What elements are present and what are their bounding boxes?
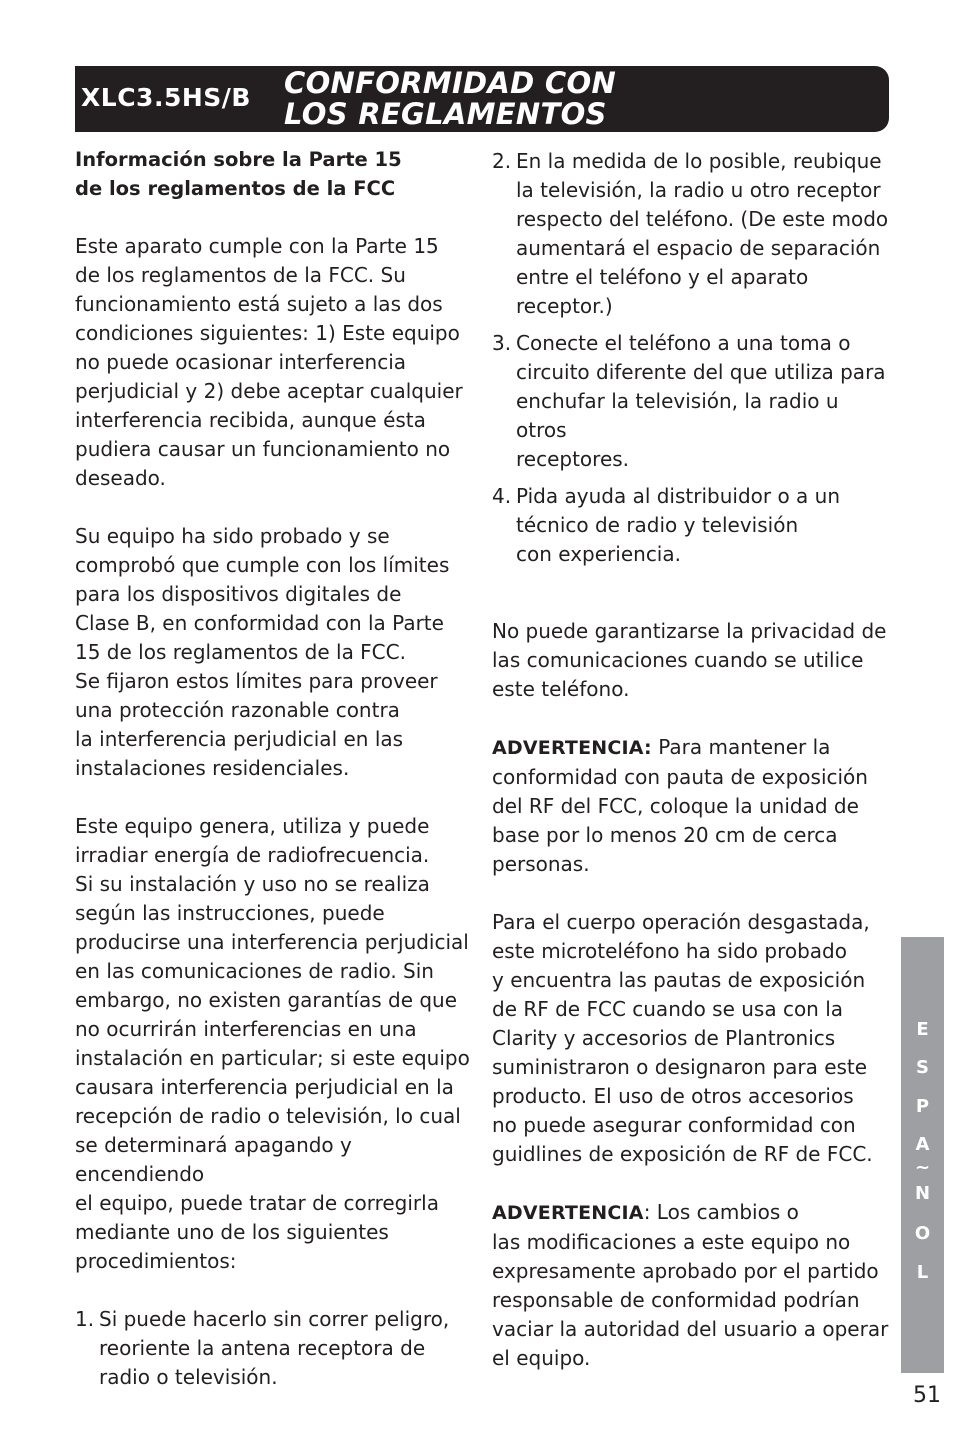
right-column <box>492 147 892 1373</box>
paragraph-class-b: Su equipo ha sido probado y se comprobó que cumple con los límites para los dispositivos digitales de Clase B, en conformidad con la Parte 15 de los reglamentos de la FCC. Se fijaron estos límites para proveer una protección razonable contra la interferencia perjudicial en las instalaciones residenciales. <box>75 524 450 780</box>
list-number: 3. <box>492 331 512 355</box>
list-item-1 <box>75 1305 475 1392</box>
tab-letter: L <box>916 1262 929 1283</box>
list-text: Si puede hacerlo sin correr peligro, reoriente la antena receptora de radio o televisión. <box>99 1307 450 1389</box>
heading-line: de los reglamentos de la FCC <box>75 177 396 200</box>
list-item-4 <box>492 482 892 569</box>
tab-letter: E <box>916 1019 929 1040</box>
page-title <box>284 68 616 130</box>
heading-line: Información sobre la Parte 15 <box>75 148 402 171</box>
warning-label: ADVERTENCIA: <box>492 737 652 759</box>
page-number: 51 <box>913 1383 941 1408</box>
paragraph-interference: Este equipo genera, utiliza y puede irradiar energía de radiofrecuencia. Si su instalación y uso no se realiza según las instrucciones, puede producirse una interferencia perjudicial en las comunicaciones de radio. Sin embargo, no existen garantías de que no ocurrirán interferencias en una instalación en particular; si este equipo causara interferencia perjudicial en la recepción de radio o televisión, lo cual se determinará apagando y encendiendo el equipo, puede tratar de corregirla mediante uno de los siguientes procedimientos: <box>75 814 470 1273</box>
header-bar <box>75 66 889 132</box>
tab-letter: P <box>915 1096 930 1117</box>
warning-text: : Los cambios o <box>643 1200 799 1224</box>
tab-letter: A <box>915 1134 930 1155</box>
language-tab <box>901 937 944 1373</box>
list-text: En la medida de lo posible, reubique la televisión, la radio u otro receptor respecto del teléfono. (De este modo aumentará el espacio de separación entre el teléfono y el aparato receptor.) <box>516 149 889 318</box>
left-column <box>75 145 475 1392</box>
paragraph-privacy: No puede garantizarse la privacidad de las comunicaciones cuando se utilice este teléfono. <box>492 619 887 701</box>
paragraph-compliance: Este aparato cumple con la Parte 15 de los reglamentos de la FCC. Su funcionamiento está sujeto a las dos condiciones siguientes: 1) Este equipo no puede ocasionar interferencia perjudicial y 2) debe aceptar cualquier interferencia recibida, aunque ésta pudiera causar un funcionamiento no deseado. <box>75 234 463 490</box>
title-line-2: LOS REGLAMENTOS <box>284 97 607 131</box>
tab-letter: S <box>916 1057 929 1078</box>
list-text: Conecte el teléfono a una toma o circuito diferente del que utiliza para enchufar la televisión, la radio u otros receptores. <box>516 331 886 471</box>
tab-letter: ~ <box>914 1157 931 1178</box>
warning-text: conformidad con pauta de exposición del RF del FCC, coloque la unidad de base por lo menos 20 cm de cerca personas. <box>492 765 868 876</box>
list-number: 4. <box>492 484 512 508</box>
list-text: Pida ayuda al distribuidor o a un técnico de radio y televisión con experiencia. <box>516 484 841 566</box>
paragraph-body-worn: Para el cuerpo operación desgastada, este microteléfono ha sido probado y encuentra las pautas de exposición de RF de FCC cuando se usa con la Clarity y accesorios de Plantronics suministraron o designaron para este producto. El uso de otros accesorios no puede asegurar conformidad con guidlines de exposición de RF de FCC. <box>492 910 873 1166</box>
paragraph-warning-changes <box>492 1198 892 1373</box>
warning-label: ADVERTENCIA <box>492 1202 644 1224</box>
list-number: 1. <box>75 1307 95 1331</box>
model-number: XLC3.5HS/B <box>81 83 251 112</box>
list-number: 2. <box>492 149 512 173</box>
warning-text: las modificaciones a este equipo no expresamente aprobado por el partido responsable de conformidad podrían vaciar la autoridad del usuario a operar el equipo. <box>492 1230 889 1370</box>
tab-letter: N <box>914 1183 931 1204</box>
list-item-2 <box>492 147 892 321</box>
section-heading <box>75 145 475 203</box>
paragraph-warning-rf <box>492 733 892 879</box>
title-line-1: CONFORMIDAD CON <box>284 66 617 100</box>
list-item-3 <box>492 329 892 474</box>
tab-letter: O <box>914 1223 931 1244</box>
warning-text: Para mantener la <box>651 735 831 759</box>
